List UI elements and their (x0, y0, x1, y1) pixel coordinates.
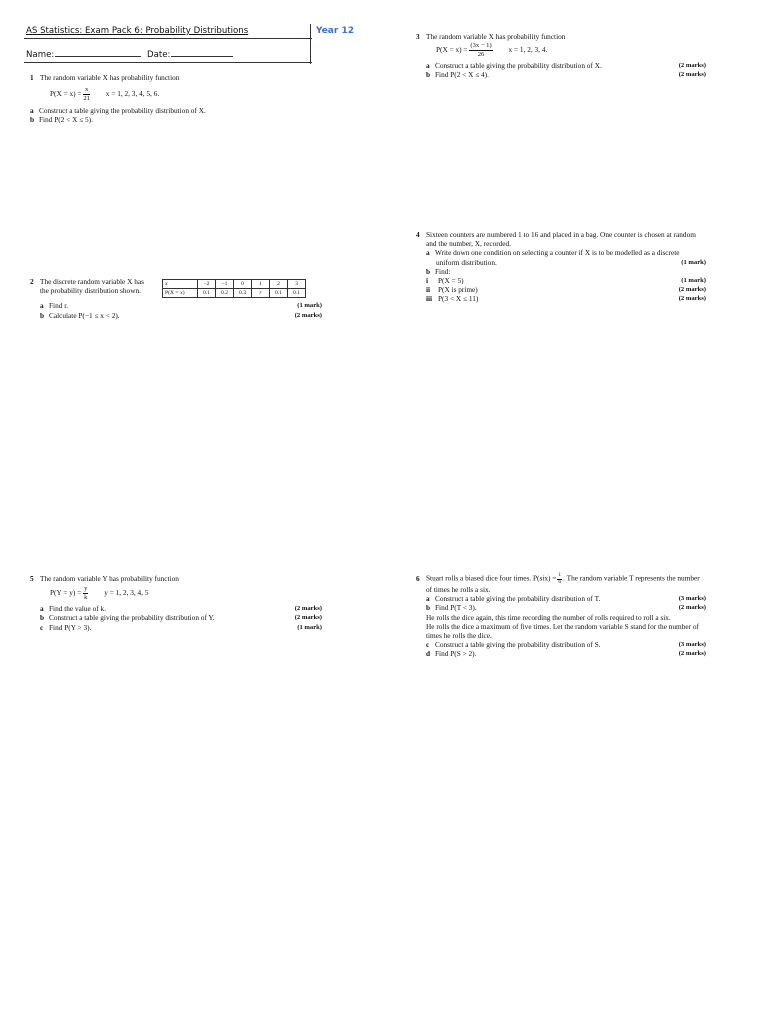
part-label: a (30, 106, 34, 116)
subpart-label: iii (426, 294, 433, 304)
part-b-text: Find: (435, 266, 451, 276)
fraction-numerator: (3x − 1) (470, 42, 492, 50)
subpart-ii-text: P(X is prime) (438, 285, 478, 295)
fraction-denominator: k (84, 594, 88, 602)
table-cell: −1 (216, 280, 234, 289)
question-stem-cont: He rolls the dice a maximum of five times. Let the random variable S stand for the number of (426, 621, 699, 631)
marks-label: (2 marks) (678, 62, 706, 70)
function-lhs: P(X = x) = (50, 89, 82, 99)
question-stem-cont: He rolls the dice again, this time recording the number of rolls required to roll a six. (426, 612, 671, 622)
name-date-row (26, 48, 233, 60)
part-a-text: Construct a table giving the probability distribution of X. (435, 61, 602, 71)
table-cell: 0.1 (270, 289, 288, 298)
part-label: a (426, 248, 430, 258)
part-label: a (426, 61, 430, 71)
table-cell: 0 (234, 280, 252, 289)
fraction-denominator: 26 (477, 51, 485, 59)
table-row (163, 280, 306, 289)
marks-label: (2 marks) (294, 605, 322, 613)
question-4 (416, 230, 706, 304)
part-label: d (426, 649, 431, 659)
date-field[interactable] (171, 48, 233, 57)
marks-label: (2 marks) (294, 614, 322, 622)
part-a-text: Construct a table giving the probability distribution of T. (435, 594, 601, 604)
part-a-text: Write down one condition on selecting a counter if X is to be modelled as a discrete (435, 248, 680, 258)
subpart-i-text: P(X = 5) (438, 276, 464, 286)
table-cell: 3 (288, 280, 306, 289)
question-number: 6 (416, 573, 420, 583)
probability-function (30, 585, 322, 602)
question-stem: The random variable X has probability function (40, 73, 180, 82)
table-row (163, 289, 306, 298)
probability-table (162, 279, 306, 298)
header-divider-bottom (24, 62, 312, 63)
part-b-text: Calculate P(−1 ≤ x < 2). (49, 310, 120, 320)
marks-label: (2 marks) (678, 286, 706, 294)
probability-function (416, 42, 706, 59)
marks-label: (1 mark) (297, 623, 322, 631)
function-fraction (469, 42, 492, 59)
table-cell: r (252, 289, 270, 298)
marks-label: (1 mark) (297, 302, 322, 310)
year-badge: Year 12 (316, 26, 354, 36)
table-cell: 0.1 (288, 289, 306, 298)
header-vertical-rule (310, 24, 311, 64)
table-header-x: x (163, 280, 198, 289)
header-divider (24, 38, 312, 39)
marks-label: (2 marks) (678, 295, 706, 303)
part-label: b (426, 266, 431, 276)
part-a-text: Construct a table giving the probability distribution of X. (39, 106, 206, 116)
function-lhs: P(X = x) = (436, 45, 468, 55)
worksheet-title: AS Statistics: Exam Pack 6: Probability Distributions (26, 26, 249, 36)
fraction-denominator: 6 (558, 578, 562, 585)
function-fraction (83, 86, 90, 103)
question-number: 1 (30, 73, 34, 82)
question-number: 4 (416, 230, 420, 239)
marks-label: (2 marks) (294, 311, 322, 319)
part-label: b (426, 603, 431, 613)
part-label: b (40, 310, 45, 320)
part-d-text: Find P(S > 2). (435, 649, 477, 659)
table-cell: 0.2 (216, 289, 234, 298)
function-fraction (83, 585, 88, 602)
table-cell: 0.3 (234, 289, 252, 298)
part-a-text: Find r. (49, 301, 69, 311)
part-c-text: Find P(Y > 3). (49, 622, 92, 632)
marks-label: (1 mark) (681, 277, 706, 285)
question-stem-cont: . The random variable T represents the number (563, 573, 700, 583)
fraction-numerator: x (85, 86, 89, 94)
part-label: b (30, 115, 35, 125)
name-field[interactable] (55, 48, 141, 57)
question-number: 5 (30, 574, 34, 583)
question-number: 2 (30, 277, 34, 286)
table-cell: 2 (270, 280, 288, 289)
table-cell: 1 (252, 280, 270, 289)
question-stem-cont: the probability distribution shown. (40, 286, 141, 296)
part-label: b (40, 613, 45, 623)
question-stem: Stuart rolls a biased dice four times. P(six) = (426, 573, 557, 583)
question-1 (30, 73, 290, 125)
header-block (24, 24, 312, 64)
function-domain: x = 1, 2, 3, 4. (508, 45, 548, 55)
table-cell: 0.1 (198, 289, 216, 298)
subpart-label: i (426, 276, 429, 286)
fraction-numerator: y (84, 585, 88, 593)
question-stem: Sixteen counters are numbered 1 to 16 and placed in a bag. One counter is chosen at random (426, 230, 696, 239)
name-label: Name: (26, 50, 55, 60)
question-stem: The discrete random variable X has (40, 277, 144, 286)
question-stem-cont: of times he rolls a six. (426, 585, 491, 594)
subpart-iii-text: P(3 < X ≤ 11) (438, 294, 479, 304)
marks-label: (1 mark) (681, 258, 706, 266)
marks-label: (2 marks) (678, 71, 706, 79)
part-a-text: Find the value of k. (49, 604, 106, 614)
date-label: Date: (146, 50, 171, 60)
part-b-text: Construct a table giving the probability distribution of Y. (49, 613, 215, 623)
marks-label: (2 marks) (678, 650, 706, 658)
fraction-denominator: 21 (83, 95, 90, 103)
fraction-numerator: 1 (558, 572, 562, 578)
part-c-text: Construct a table giving the probability distribution of S. (435, 640, 601, 650)
marks-label: (3 marks) (678, 595, 706, 603)
question-6 (416, 573, 706, 659)
table-cell: −2 (198, 280, 216, 289)
part-b-text: Find P(2 < X ≤ 4). (435, 70, 489, 80)
part-label: a (40, 301, 44, 311)
question-stem: The random variable Y has probability function (40, 574, 179, 583)
table-header-p: P(X = x) (163, 289, 198, 298)
part-label: a (426, 594, 430, 604)
question-stem-cont: times he rolls the dice. (426, 631, 492, 641)
question-3 (416, 32, 706, 80)
part-label: b (426, 70, 431, 80)
subpart-label: ii (426, 285, 431, 295)
marks-label: (3 marks) (678, 641, 706, 649)
probability-function (30, 86, 290, 103)
stem-fraction (557, 573, 562, 585)
part-label: a (40, 604, 44, 614)
part-b-text: Find P(T < 3). (435, 603, 477, 613)
marks-label: (2 marks) (678, 604, 706, 612)
question-5 (30, 574, 322, 632)
part-label: c (426, 640, 430, 650)
function-lhs: P(Y = y) = (50, 588, 82, 598)
part-b-text: Find P(2 < X ≤ 5). (39, 115, 93, 125)
function-domain: y = 1, 2, 3, 4, 5 (104, 588, 149, 598)
question-stem-cont: and the number, X, recorded. (426, 239, 512, 249)
part-label: c (40, 622, 44, 632)
question-number: 3 (416, 32, 420, 41)
function-domain: x = 1, 2, 3, 4, 5, 6. (105, 89, 160, 99)
question-stem: The random variable X has probability function (426, 32, 566, 41)
part-a-text-cont: uniform distribution. (436, 257, 497, 267)
